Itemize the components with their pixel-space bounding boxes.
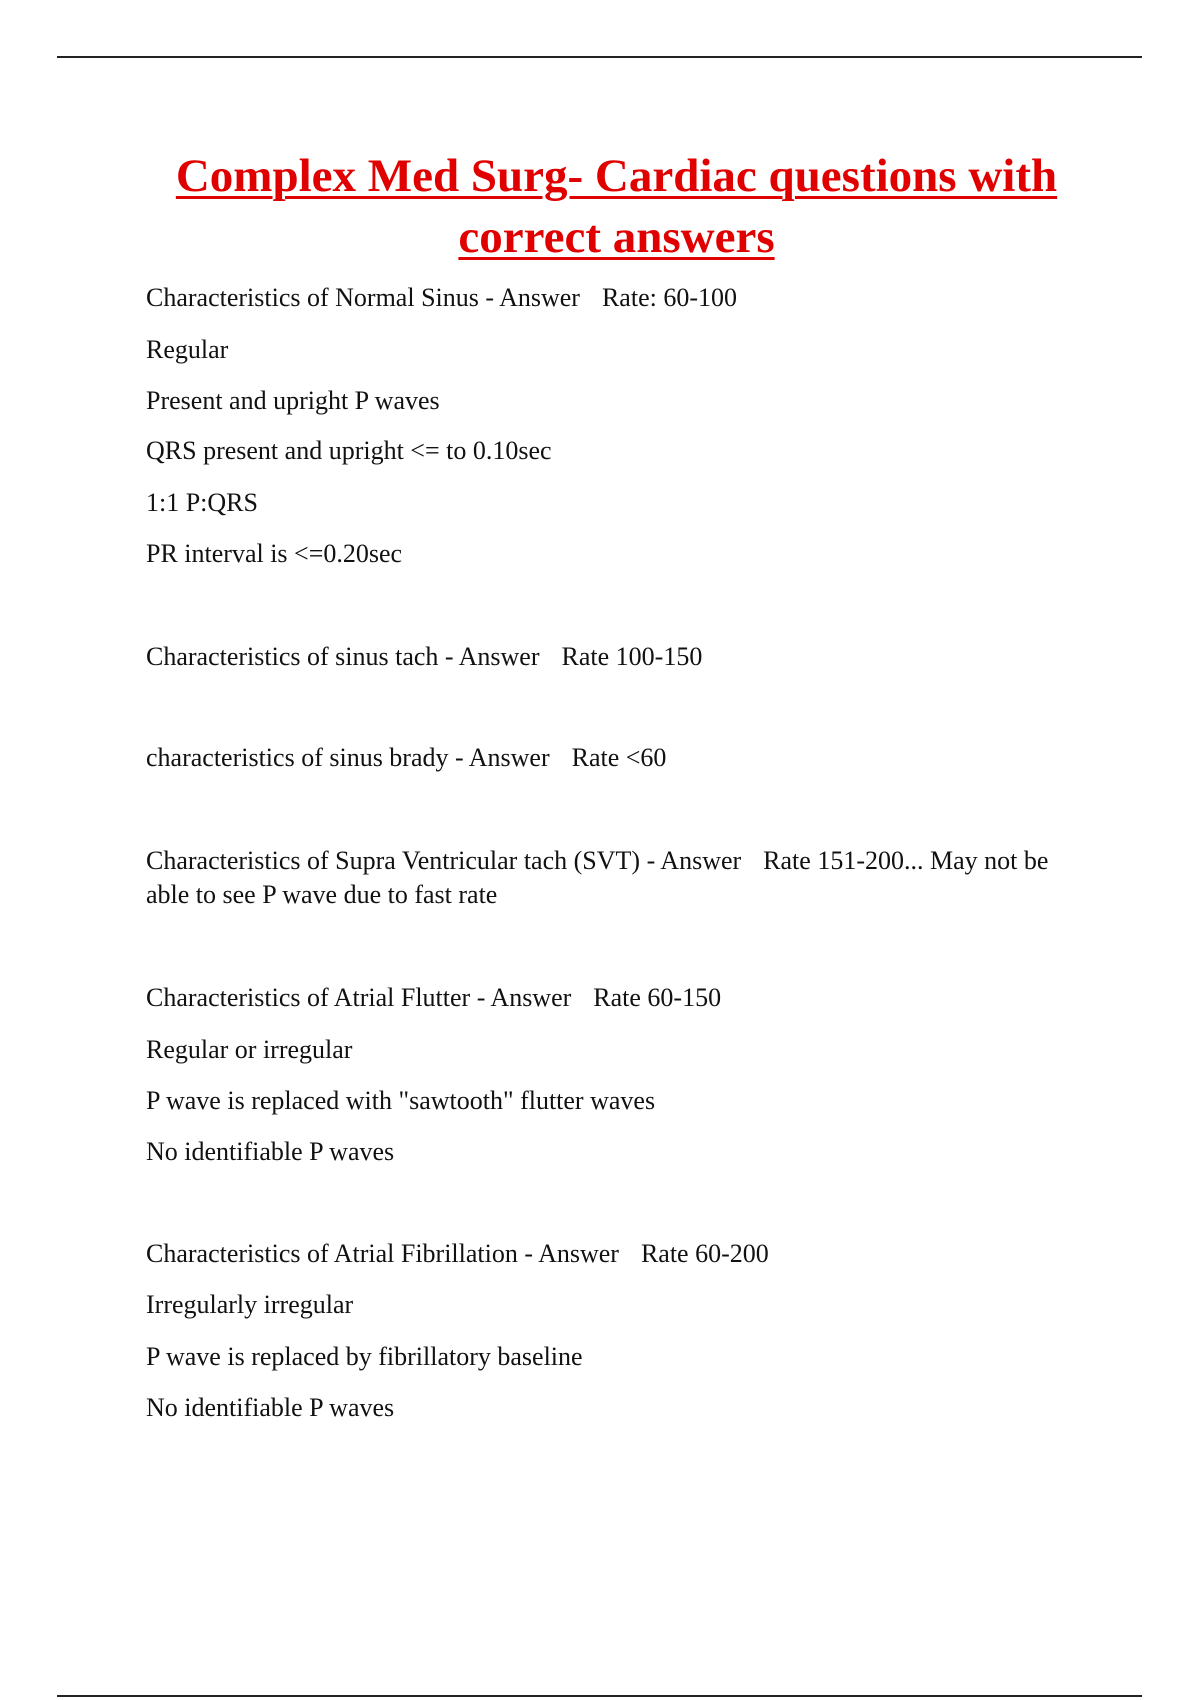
- bottom-rule: [57, 1695, 1142, 1697]
- question-text: Characteristics of Atrial Fibrillation - Answer: [146, 1239, 619, 1268]
- qa-line: [146, 844, 1066, 912]
- page-title: Complex Med Surg- Cardiac questions with correct answers: [175, 150, 1058, 263]
- question-text: characteristics of sinus brady - Answer: [146, 743, 550, 772]
- answer-text: Rate 100-150: [561, 642, 703, 671]
- top-rule: [57, 56, 1142, 58]
- answer-text: Rate <60: [571, 743, 667, 772]
- qa-line: [146, 640, 702, 674]
- answer-line: Present and upright P waves: [146, 386, 440, 415]
- answer-line: QRS present and upright <= to 0.10sec: [146, 436, 552, 465]
- answer-line: P wave is replaced by fibrillatory baseline: [146, 1342, 583, 1371]
- qa-line: [146, 981, 721, 1015]
- answer-text: Rate 60-200: [640, 1239, 769, 1268]
- question-text: Characteristics of Supra Ventricular tach (SVT) - Answer: [146, 846, 742, 875]
- qa-line: [146, 741, 666, 775]
- answer-line: Regular or irregular: [146, 1035, 353, 1064]
- answer-text: Rate 151-200... May not be able to see P wave due to fast rate: [146, 846, 1049, 909]
- answer-line: No identifiable P waves: [146, 1393, 395, 1422]
- question-text: Characteristics of sinus tach - Answer: [146, 642, 540, 671]
- qa-line: [146, 1237, 769, 1271]
- answer-text: Rate 60-150: [593, 983, 722, 1012]
- answer-line: Irregularly irregular: [146, 1290, 354, 1319]
- answer-line: P wave is replaced with "sawtooth" flutter waves: [146, 1086, 656, 1115]
- question-text: Characteristics of Normal Sinus - Answer: [146, 283, 580, 312]
- answer-text: Rate: 60-100: [601, 283, 737, 312]
- answer-line: 1:1 P:QRS: [146, 488, 258, 517]
- answer-line: Regular: [146, 335, 229, 364]
- question-text: Characteristics of Atrial Flutter - Answer: [146, 983, 572, 1012]
- answer-line: PR interval is <=0.20sec: [146, 539, 403, 568]
- answer-line: No identifiable P waves: [146, 1137, 395, 1166]
- qa-line: [146, 281, 737, 315]
